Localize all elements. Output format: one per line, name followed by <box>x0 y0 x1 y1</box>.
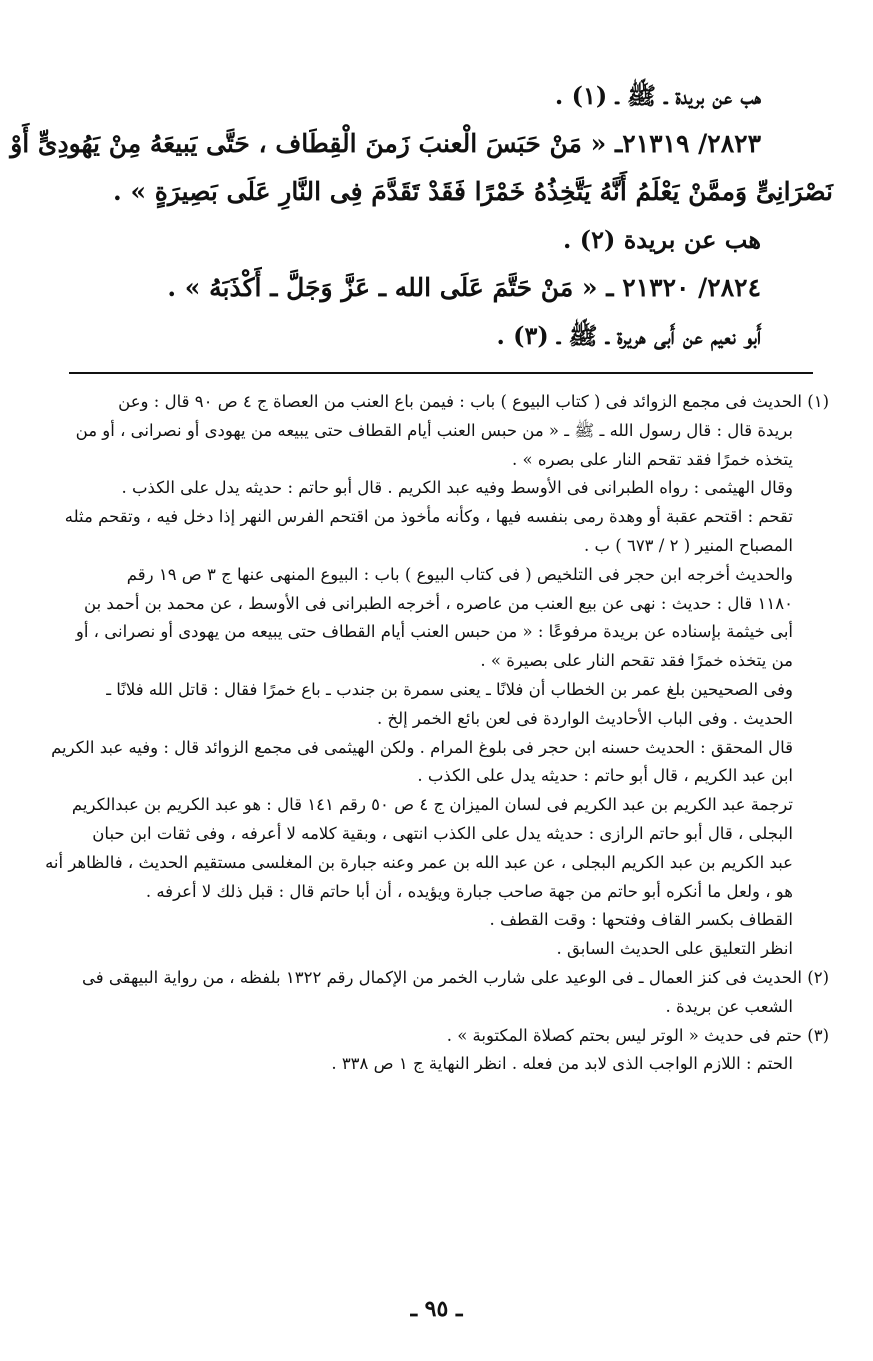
hadith-line: ٢٨٢٣/ ٢١٣١٩ـ « مَنْ حَبَسَ الْعنبَ زَمنَ الْقِطَاف ، حَتَّى يَبيعَهُ مِنْ يَهُودِىٍّ أَوْ <box>10 129 761 158</box>
footnote-line: وقال الهيثمى : رواه الطبرانى فى الأوسط وفيه عبد الكريم . قال أبو حاتم : حديثه يدل على الكذب . <box>121 478 793 498</box>
hadith-line: نَصْرَانِىٍّ وَممَّنْ يَعْلَمُ أَنَّهُ يَتَّخِذُهُ خَمْرًا فَقَدْ تَقَدَّمَ فِى النَّارِ عَلَى بَصِيرَةٍ » . <box>113 177 833 206</box>
hadith-text <box>10 72 833 360</box>
footnote-line: أبى خيثمة بإسناده عن بريدة مرفوعًا : « من حبس العنب أيام القطاف حتى يبيعه من يهودى أو نصرانى ، أو <box>75 622 793 642</box>
hadith-line: ٢٨٢٤/ ٢١٣٢٠ ـ « مَنْ حَتَّمَ عَلَى الله ـ عَزَّ وَجَلَّ ـ أَكْذَبَهُ » . <box>167 273 761 302</box>
footnote-line: القطاف بكسر القاف وفتحها : وقت القطف . <box>489 910 793 930</box>
footnotes <box>39 388 829 1079</box>
footnote-line: قال المحقق : الحديث حسنه ابن حجر فى بلوغ المرام . ولكن الهيثمى فى مجمع الزوائد قال : وفيه عبد الكريم <box>51 737 793 757</box>
footnote-line: والحديث أخرجه ابن حجر فى التلخيص ( فى كتاب البيوع ) باب : البيوع المنهى عنها ج ٣ ص ١٩ رقم <box>126 564 793 584</box>
footnote-line: (١) الحديث فى مجمع الزوائد فى ( كتاب البيوع ) باب : فيمن باع العنب من العصاة ج ٤ ص ٩٠ قال : وعن <box>118 392 829 411</box>
footnote-line: البجلى ، قال أبو حاتم الرازى : حديثه يدل على الكذب انتهى ، وبقية كلامه لا أعرفه ، وفى ثقات ابن حبان <box>92 823 793 843</box>
footnote-line: عبد الكريم بن عبد الكريم البجلى ، عن عبد الله بن عمر وعنه جبارة بن المغلسى مستقيم الحديث ، فالظاهر أنه <box>45 852 793 872</box>
footnote-line: هو ، ولعل ما أنكره أبو حاتم من جهة صاحب جبارة ويؤيده ، أن أبا حاتم قال : قبل ذلك لا أعرفه . <box>145 881 793 901</box>
footnote-line: الحتم : اللازم الواجب الذى لابد من فعله . انظر النهاية ج ١ ص ٣٣٨ . <box>331 1054 793 1074</box>
footnote-line: يتخذه خمرًا فقد تقحم النار على بصره » . <box>511 449 793 469</box>
footnote-line: وفى الصحيحين بلغ عمر بن الخطاب أن فلانًا ـ يعنى سمرة بن جندب ـ باع خمرًا فقال : قاتل الله فلانًا ـ <box>106 679 793 699</box>
footnote-line: انظر التعليق على الحديث السابق . <box>556 939 793 959</box>
hadith-line: هب عن بريدة ـ ﷺ ـ (١) . <box>554 81 761 110</box>
footnote-line: من يتخذه خمرًا فقد تقحم النار على بصيرة » . <box>480 651 793 671</box>
footnote-line: ترجمة عبد الكريم بن عبد الكريم فى لسان الميزان ج ٤ ص ٥٠ رقم ١٤١ قال : هو عبد الكريم بن عبدالكريم <box>71 795 793 815</box>
footnote-line: ١١٨٠ قال : حديث : نهى عن بيع العنب من عاصره ، أخرجه الطبرانى فى الأوسط ، عن محمد بن أحمد بن <box>84 593 793 613</box>
footnote-line: (٢) الحديث فى كنز العمال ـ فى الوعيد على شارب الخمر من الإكمال رقم ١٣٢٢ بلفظه ، من رواية البيهقى فى <box>82 967 829 987</box>
footnote-line: الحديث . وفى الباب الأحاديث الواردة فى لعن بائع الخمر إلخ . <box>376 708 793 728</box>
footnote-line: تقحم : اقتحم عقبة أو وهدة رمى بنفسه فيها ، وكأنه مأخوذ من اقتحم الفرس النهر إذا دخل فيه ، وتقحم مثله <box>64 507 793 527</box>
hadith-line: هب عن بريدة (٢) . <box>563 225 761 254</box>
footnote-line: (٣) حتم فى حديث « الوتر ليس بحتم كصلاة المكتوبة » . <box>446 1025 829 1045</box>
footnote-line: الشعب عن بريدة . <box>665 996 793 1016</box>
footnote-line: المصباح المنير ( ٢ / ٦٧٣ ) ب . <box>584 535 793 555</box>
footnote-separator <box>69 372 813 374</box>
footnote-line: بريدة قال : قال رسول الله ـ ﷺ ـ « من حبس العنب أيام القطاف حتى يبيعه من يهودى أو نصرانى ، أو من <box>75 420 793 440</box>
hadith-line: أَبو نعيم عن أَبى هريرة ـ ﷺ ـ (٣) . <box>496 321 761 350</box>
page-number: ـ ٩٥ ـ <box>410 1296 463 1322</box>
footnote-line: ابن عبد الكريم ، قال أبو حاتم : حديثه يدل على الكذب . <box>417 766 793 786</box>
